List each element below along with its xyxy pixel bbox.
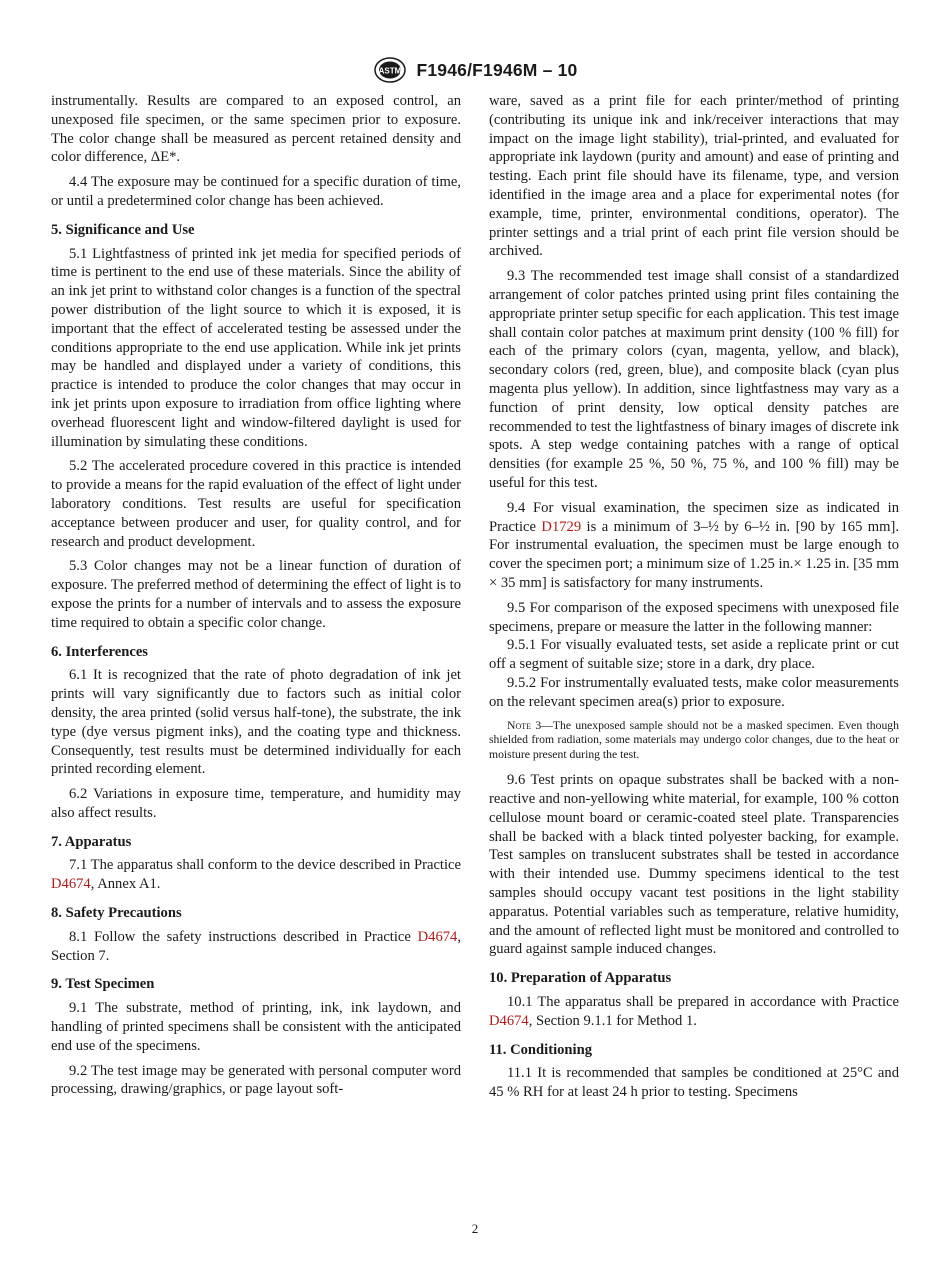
- left-column: [51, 92, 461, 1105]
- reference-link-d1729[interactable]: D1729: [541, 518, 582, 535]
- section-heading-8: 8. Safety Precautions: [51, 905, 182, 922]
- paragraph-5-1: 5.1 Lightfastness of printed ink jet media for specified periods of time is pertinent to the end use of these materials. Since the ability of an ink jet print to withstand color changes is a function of the spectral power distribution of the light source to which it is exposed, it is important that the effect of accelerated testing be assessed under the conditions appropriate to the end use application. While ink jet prints may be handled and displayed under a variety of conditions, this practice is intended to produce the color changes that may occur in ink jet prints upon exposure to irradiation from office lighting where overhead fluorescent light and window-filtered daylight is used for illumination by simulating these conditions.: [51, 245, 461, 450]
- paragraph-8-1: 8.1 Follow the safety instructions described in Practice D4674, Section 7.: [51, 928, 461, 964]
- paragraph-4-3-continued: instrumentally. Results are compared to an exposed control, an unexposed file specimen, or the same specimen prior to exposure. The color change shall be measured as percent retained density and color difference, ΔE*.: [51, 93, 461, 166]
- reference-link-d4674[interactable]: D4674: [417, 928, 458, 945]
- paragraph-9-5-2: 9.5.2 For instrumentally evaluated tests, make color measurements on the relevant specimen area(s) prior to exposure.: [489, 674, 899, 710]
- paragraph-5-3: 5.3 Color changes may not be a linear function of duration of exposure. The preferred method of determining the effect of light is to expose the prints for a number of intervals and to assess the exposure time required to obtain a specific color change.: [51, 558, 461, 631]
- paragraph-9-4: 9.4 For visual examination, the specimen size as indicated in Practice D1729 is a minimum of 3–½ by 6–½ in. [90 by 165 mm]. For instrumental evaluation, the specimen must be large enough to cover the specimen port; a minimum size of 1.25 in.× 1.25 in. [35 mm × 35 mm] is satisfactory for many instruments.: [489, 499, 899, 591]
- section-heading-10: 10. Preparation of Apparatus: [489, 970, 672, 987]
- page-header: [0, 56, 950, 84]
- paragraph-9-3: 9.3 The recommended test image shall consist of a standardized arrangement of color patches printed using print files containing the appropriate printer setup specific for each application. This test image shall contain color patches at maximum print density (100 % fill) for each of the primary colors (cyan, magenta, yellow, and black), secondary colors (red, green, blue), and composite black (cyan plus magenta plus yellow). In addition, since lightfastness may vary as a function of print density, low optical density patches are recommended to test the lightfastness of binary images of discrete ink spots. A step wedge containing patches with a range of optical densities (for example 25 %, 50 %, 75 %, and 100 % fill) may be useful for this test.: [489, 268, 899, 491]
- paragraph-9-6: 9.6 Test prints on opaque substrates shall be backed with a non-reactive and non-yellowing white material, for example, 100 % cotton cellulose mount board or ceramic-coated steel plate. Transparencies shall be backed with a black tinted polyester backing, for example. Test samples on translucent substrates shall be tested in accordance with their intended use. Dummy specimens identical to the test samples should occupy vacant test positions in the light stability apparatus. Potential variables such as temperature, relative humidity, and the amount of reflected light must be monitored and controlled to guard against sample induced changes.: [489, 772, 899, 958]
- note-3: Note 3—The unexposed sample should not be a masked specimen. Even though shielded from radiation, some materials may undergo color changes, due to the heat or moisture present during the test.: [489, 718, 899, 761]
- standard-designation: F1946/F1946M – 10: [416, 59, 578, 80]
- astm-logo-icon: [372, 56, 408, 84]
- section-heading-7: 7. Apparatus: [51, 833, 132, 850]
- section-heading-9: 9. Test Specimen: [51, 976, 155, 993]
- svg-text:ASTM: ASTM: [379, 66, 402, 76]
- paragraph-9-5-1: 9.5.1 For visually evaluated tests, set aside a replicate print or cut off a segment of suitable size; store in a dark, dry place.: [489, 637, 899, 673]
- page-number: 2: [471, 1221, 479, 1236]
- paragraph-10-1: 10.1 The apparatus shall be prepared in accordance with Practice D4674, Section 9.1.1 for Method 1.: [489, 994, 899, 1029]
- paragraph-9-2-continued: ware, saved as a print file for each printer/method of printing (contributing its unique ink and ink/receiver interactions that may impact on the image light stability), trial-printed, and evaluated for appropriate ink laydown (purity and amount) and ease of printing and testing. Each print file should have its filename, type, and version identified in the image area and a place for experimental notes (for example, time, printer, environmental conditions, operator). The printer settings and a trial print of each print file version should be archived.: [489, 93, 899, 260]
- paragraph-9-2: 9.2 The test image may be generated with personal computer word processing, drawing/graphics, or page layout soft-: [51, 1062, 461, 1098]
- paragraph-6-2: 6.2 Variations in exposure time, temperature, and humidity may also affect results.: [51, 786, 461, 821]
- paragraph-6-1: 6.1 It is recognized that the rate of photo degradation of ink jet prints will vary significantly due to factors such as initial color density, the area printed (solid versus half-tone), the substrate, the ink type (dye versus pigment inks), and the coating type and thickness. Consequently, test results must be determined individually for each printed recording element.: [51, 667, 461, 778]
- paragraph-4-4: 4.4 The exposure may be continued for a specific duration of time, or until a predetermined color change has been achieved.: [51, 174, 461, 209]
- section-heading-11: 11. Conditioning: [489, 1041, 593, 1058]
- reference-link-d4674[interactable]: D4674: [489, 1012, 529, 1029]
- paragraph-5-2: 5.2 The accelerated procedure covered in this practice is intended to provide a means for the rapid evaluation of the effect of light under laboratory conditions. Test results are useful for specification acceptance between producer and user, for quality control, and for research and product development.: [51, 458, 461, 550]
- section-heading-6: 6. Interferences: [51, 643, 148, 660]
- paragraph-9-5: 9.5 For comparison of the exposed specimens with unexposed file specimens, prepare or measure the latter in the following manner:: [489, 599, 899, 635]
- paragraph-9-1: 9.1 The substrate, method of printing, ink, ink laydown, and handling of printed specimens shall be consistent with the anticipated end use of the specimens.: [51, 1000, 461, 1054]
- paragraph-11-1: 11.1 It is recommended that samples be conditioned at 25°C and 45 % RH for at least 24 h prior to testing. Specimens: [489, 1065, 899, 1101]
- right-column: [489, 92, 899, 1108]
- section-heading-5: 5. Significance and Use: [51, 221, 195, 238]
- paragraph-7-1: 7.1 The apparatus shall conform to the device described in Practice D4674, Annex A1.: [51, 857, 461, 893]
- reference-link-d4674[interactable]: D4674: [51, 876, 91, 893]
